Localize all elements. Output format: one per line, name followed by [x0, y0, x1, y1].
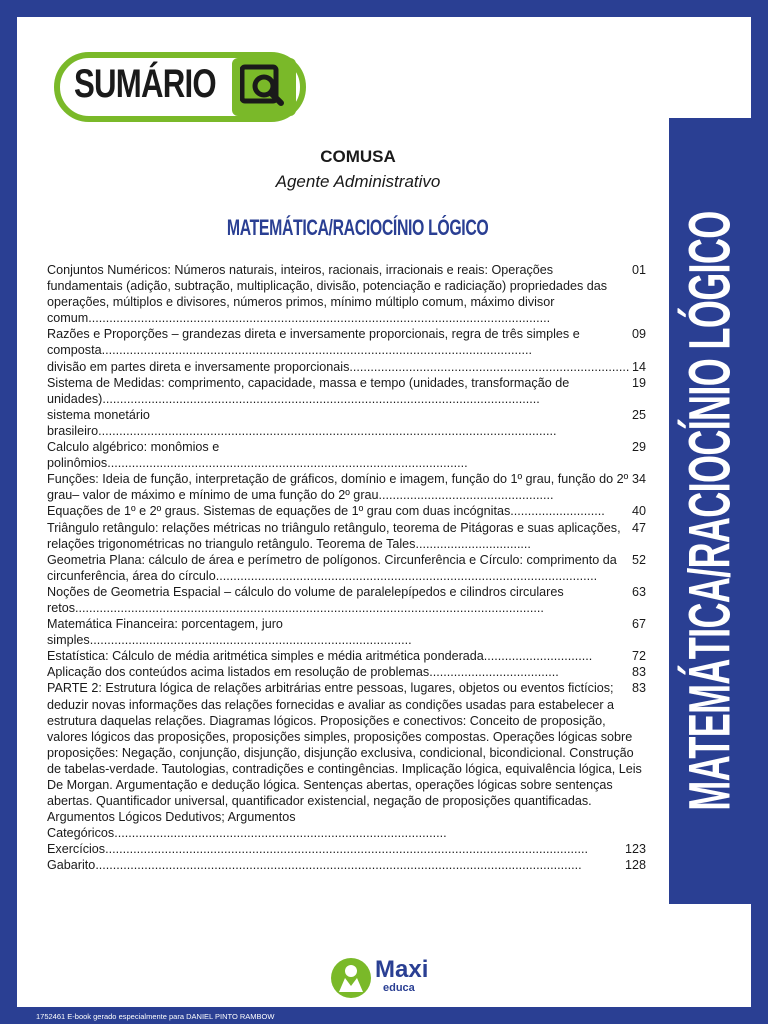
table-of-contents [47, 262, 646, 874]
toc-entry[interactable] [47, 857, 646, 873]
toc-page-number: 72 [631, 649, 646, 664]
toc-leader: ........................... [510, 504, 605, 519]
toc-leader: ................................................................................................................................... [98, 423, 557, 438]
toc-entry-text: Aplicação dos conteúdos acima listados em resolução de problemas [47, 665, 430, 680]
toc-leader: ..................................... [429, 665, 559, 680]
toc-entry-text: Estatística: Cálculo de média aritmética simples e média aritmética ponderada [47, 649, 484, 664]
person-icon [331, 958, 371, 998]
toc-entry-text: Geometria Plana: cálculo de área e perímetro de polígonos. Circunferência e Círculo: comprimento da circunferência, área do círculo [47, 552, 617, 583]
toc-entry-text: Matemática Financeira: porcentagem, juro simples [47, 617, 283, 648]
toc-entry[interactable] [47, 471, 646, 503]
toc-entry[interactable] [47, 552, 646, 584]
magnifier-badge [232, 58, 296, 116]
logo-mark [331, 958, 371, 998]
toc-page-number: 67 [631, 617, 646, 632]
toc-page-number: 128 [624, 858, 646, 873]
toc-entry-text: Noções de Geometria Espacial – cálculo do volume de paralelepípedos e cilindros circulares retos [47, 584, 564, 615]
toc-leader: ...................................................................................................................................... [75, 600, 544, 615]
toc-entry[interactable] [47, 616, 646, 648]
toc-page-number: 09 [631, 327, 646, 342]
toc-entry-text: Exercícios [47, 842, 106, 857]
toc-entry[interactable] [47, 359, 646, 375]
job-role: Agente Administrativo [275, 172, 441, 191]
toc-page-number: 52 [631, 552, 646, 567]
toc-page-number: 19 [631, 375, 646, 390]
logo-name: Maxi [375, 956, 429, 983]
toc-leader: ................................. [415, 536, 531, 551]
toc-entry[interactable] [47, 503, 646, 519]
toc-leader: ............................................................................................................. [215, 568, 598, 583]
toc-entry-text: Razões e Proporções – grandezas direta e inversamente proporcionais, regra de três simples e composta. [47, 327, 580, 358]
toc-page-number: 123 [624, 842, 646, 857]
toc-leader: ............................................................................................ [89, 633, 412, 648]
toc-entry[interactable] [47, 262, 646, 326]
toc-page-number: 14 [631, 359, 646, 374]
toc-entry[interactable] [47, 439, 646, 471]
toc-leader: ............................... [483, 649, 593, 664]
toc-entry[interactable] [47, 664, 646, 680]
toc-page-number: 47 [631, 520, 646, 535]
toc-entry[interactable] [47, 375, 646, 407]
toc-entry[interactable] [47, 407, 646, 439]
sidebar-title: MATEMÁTICA/RACIOCÍNIO LÓGICO [677, 211, 743, 811]
toc-entry-text: Triângulo retângulo: relações métricas no triângulo retângulo, teorema de Pitágoras e suas aplicações, relações trigonométricas no triangulo retângulo. Teorema de Tales [47, 520, 621, 551]
toc-entry[interactable] [47, 648, 646, 664]
toc-entry-text: sistema monetário brasileiro [47, 407, 150, 438]
subject-title: MATEMÁTICA/RACIOCÍNIO LÓGICO [227, 215, 489, 240]
logo-sub: educa [383, 982, 415, 994]
toc-page-number: 01 [631, 263, 646, 277]
toc-entry-text: Calculo algébrico: monômios e polinômios [47, 440, 220, 471]
toc-entry-text: Conjuntos Numéricos: Números naturais, inteiros, racionais, irracionais e reais: Operações fundamentais (adição, subtração, multiplicação, divisão, potenciação e radiciação) propriedades das operações, múltiplos e divisores, números primos, mínimo múltiplo comum, máximo divisor comum [47, 263, 608, 326]
toc-leader: .................................................. [378, 488, 554, 503]
toc-entry-text: Gabarito [47, 858, 96, 873]
summary-badge-label: SUMÁRIO [74, 62, 216, 106]
toc-entry-text: Equações de 1º e 2º graus. Sistemas de equações de 1º grau com duas incógnitas [47, 504, 511, 519]
toc-leader: ................................................................................ [349, 359, 630, 374]
footer-note: 1752461 E-book gerado especialmente para DANIEL PINTO RAMBOW [36, 1012, 275, 1021]
toc-entry[interactable] [47, 841, 646, 857]
toc-leader: .................................................................................................................................... [88, 311, 551, 326]
toc-leader: ........................................................................................................................................... [95, 858, 582, 873]
toc-entry[interactable] [47, 680, 646, 841]
toc-leader: .......................................................................................................................................... [105, 842, 588, 857]
toc-leader: ....................................................................................................... [107, 456, 468, 471]
toc-entry-text: Sistema de Medidas: comprimento, capacidade, massa e tempo (unidades, transformação de unidades) [47, 375, 570, 406]
toc-leader: .............................................................................................. [117, 826, 447, 841]
client-name: COMUSA [320, 147, 396, 166]
toc-page-number: 83 [631, 681, 646, 696]
magnifier-icon [240, 64, 288, 110]
toc-entry[interactable] [47, 520, 646, 552]
toc-entry-text: Funções: Ideia de função, interpretação de gráficos, domínio e imagem, função do 1º grau, função do 2º grau– valor de máximo e mínimo de uma função do 2º grau [47, 472, 629, 503]
toc-page-number: 83 [631, 665, 646, 680]
toc-entry[interactable] [47, 584, 646, 616]
toc-page-number: 63 [631, 584, 646, 599]
toc-page-number: 29 [631, 440, 646, 455]
toc-leader: .......................................................................................................................... [105, 343, 532, 358]
toc-entry[interactable] [47, 326, 646, 358]
toc-page-number: 25 [631, 407, 646, 422]
toc-page-number: 40 [631, 504, 646, 519]
toc-entry-text: divisão em partes direta e inversamente proporcionais [47, 359, 350, 374]
toc-leader: ............................................................................................................................. [102, 391, 540, 406]
toc-page-number: 34 [631, 472, 646, 487]
toc-entry-text: PARTE 2: Estrutura lógica de relações arbitrárias entre pessoas, lugares, objetos ou eventos fictícios; deduzir novas informações das relações fornecidas e avaliar as condições usadas para estabelecer a estrutura daquelas relações. Diagramas lógicos. Proposições e conectivos: Conceito de proposição, valores lógicos das proposições, proposições simples, proposições compostas. Operações lógicas sobre proposições: Negação, conjunção, disjunção, disjunção exclusiva, condicional, bicondicional. Construção de tabelas-verdade. Tautologias, contradições e contingências. Implicação lógica, equivalência lógica, Leis De Morgan. Argumentação e dedução lógica. Sentenças abertas, operações lógicas sobre sentenças abertas. Quantificador universal, quantificador existencial, negação de proposições quantificadas. Argumentos Lógicos Dedutivos; Argumentos Categóricos. [47, 681, 642, 841]
